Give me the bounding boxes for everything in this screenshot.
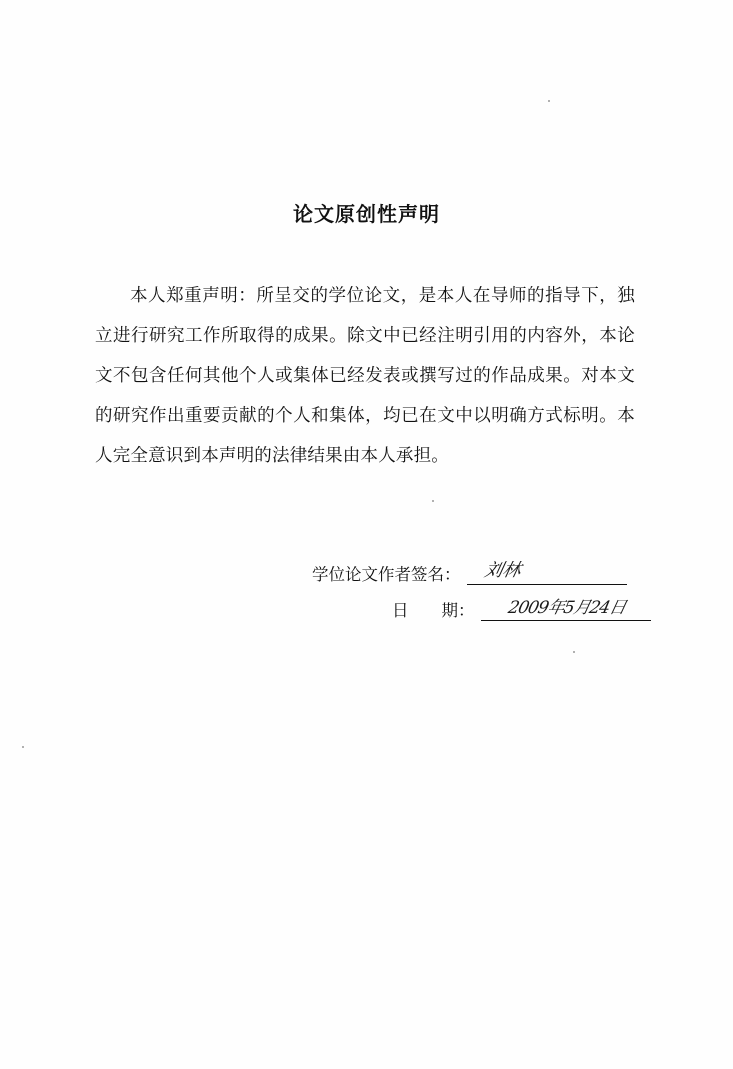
signature-line (467, 562, 627, 585)
scan-speck (22, 746, 24, 748)
author-signature: 刘林 (481, 560, 523, 581)
scan-speck (573, 651, 575, 653)
scan-speck (432, 500, 434, 502)
signature-row (312, 561, 627, 585)
scan-speck (548, 100, 550, 102)
signature-label: 学位论文作者签名： (312, 565, 461, 584)
date-line (481, 598, 651, 621)
date-row (312, 597, 651, 621)
date-label: 日 期： (392, 601, 475, 620)
page-title: 论文原创性声明 (293, 202, 440, 226)
declaration-body: 本人郑重声明：所呈交的学位论文，是本人在导师的指导下，独立进行研究工作所取得的成果。除文中已经注明引用的内容外，本论文不包含任何其他个人或集体已经发表或撰写过的作品成果。对本文的研究作出重要贡献的个人和集体，均已在文中以明确方式标明。本人完全意识到本声明的法律结果由本人承担。 (95, 286, 635, 466)
signed-date: 2009年5月24日 (505, 598, 627, 618)
